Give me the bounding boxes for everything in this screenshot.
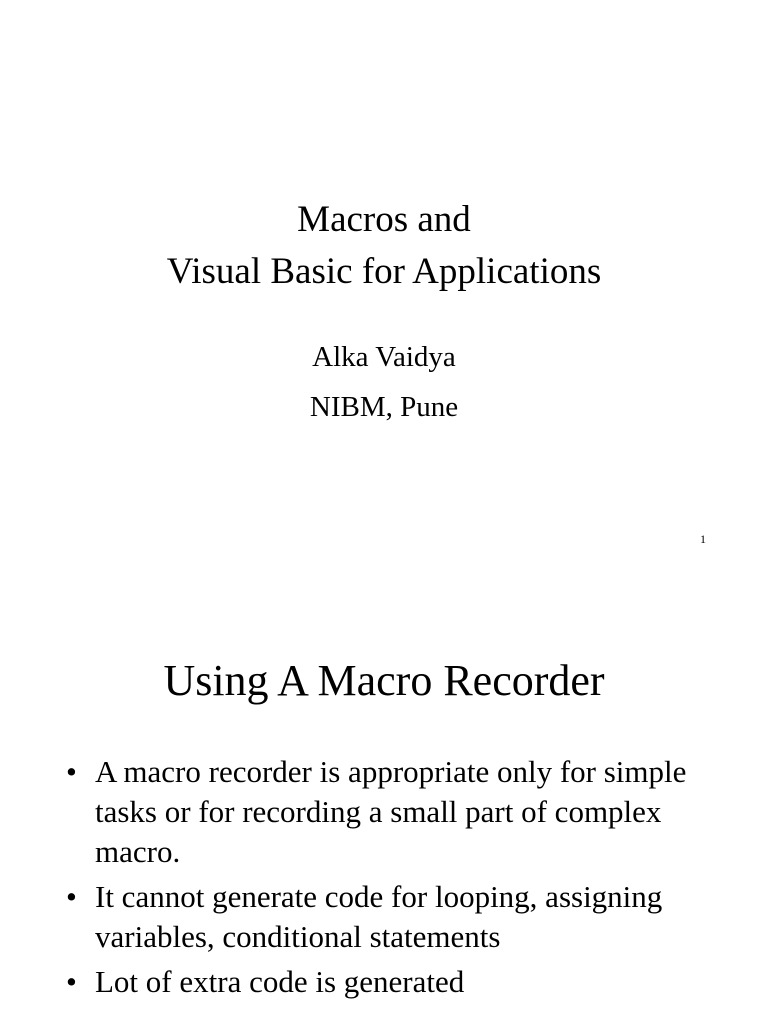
bullet-item bbox=[66, 752, 746, 872]
author-info bbox=[0, 332, 768, 432]
bullet-dot-icon: • bbox=[66, 879, 77, 914]
bullet-item bbox=[66, 877, 746, 957]
title-line-2: Visual Basic for Applications bbox=[166, 251, 602, 292]
bullet-text: A macro recorder is appropriate only for simple tasks or for recording a small part of complex macro. bbox=[95, 754, 687, 869]
bullet-dot-icon: • bbox=[66, 754, 77, 789]
title-line-1: Macros and bbox=[297, 199, 471, 240]
page-number: 1 bbox=[700, 532, 706, 546]
slide-2 bbox=[0, 576, 768, 1024]
slide-1-title bbox=[0, 194, 768, 298]
bullet-list bbox=[66, 752, 746, 1007]
bullet-text: It cannot generate code for looping, assigning variables, conditional statements bbox=[95, 879, 663, 954]
slide-2-title: Using A Macro Recorder bbox=[163, 656, 605, 705]
author-affiliation: NIBM, Pune bbox=[309, 391, 459, 423]
bullet-dot-icon: • bbox=[66, 964, 77, 999]
author-name: Alka Vaidya bbox=[312, 341, 456, 373]
bullet-item bbox=[66, 962, 746, 1002]
bullet-text: Lot of extra code is generated bbox=[95, 964, 465, 999]
